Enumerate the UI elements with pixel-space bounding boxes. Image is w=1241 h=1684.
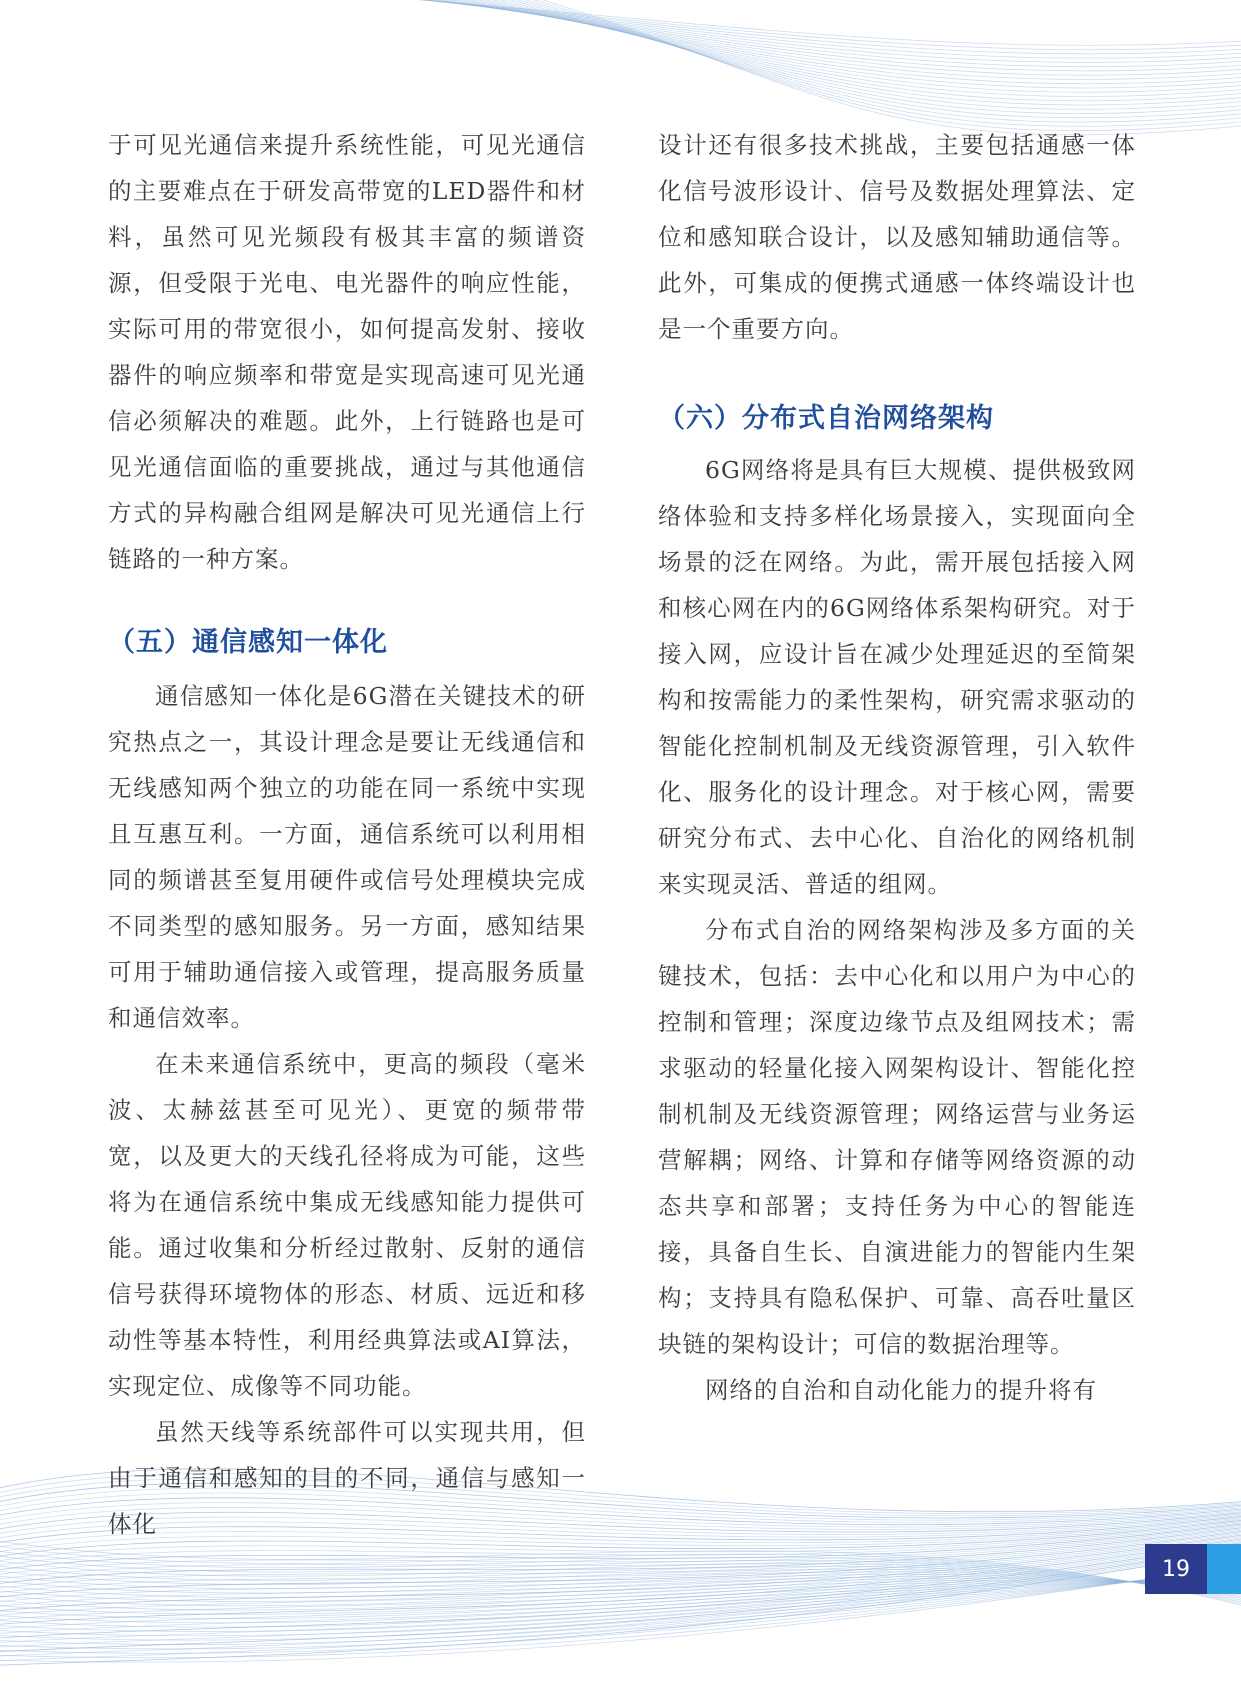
paragraph-isac-challenges-cont: 设计还有很多技术挑战，主要包括通感一体化信号波形设计、信号及数据处理算法、定位和感知联合设计，以及感知辅助通信等。此外，可集成的便携式通感一体终端设计也是一个重要方向。 [658, 131, 1136, 343]
paragraph-network-intro: 6G网络将是具有巨大规模、提供极致网络体验和支持多样化场景接入，实现面向全场景的泛在网络。为此，需开展包括接入网和核心网在内的6G网络体系架构研究。对于接入网，应设计旨在减少处理延迟的至简架构和按需能力的柔性架构，研究需求驱动的智能化控制机制及无线资源管理，引入软件化、服务化的设计理念。对于核心网，需要研究分布式、去中心化、自治化的网络机制来实现灵活、普适的组网。 [658, 456, 1136, 898]
section-heading-6: （六）分布式自治网络架构 [658, 403, 994, 434]
section-heading-5: （五）通信感知一体化 [108, 627, 388, 658]
paragraph-isac-intro: 通信感知一体化是6G潜在关键技术的研究热点之一，其设计理念是要让无线通信和无线感知两个独立的功能在同一系统中实现且互惠互利。一方面，通信系统可以利用相同的频谱甚至复用硬件或信号处理模块完成不同类型的感知服务。另一方面，感知结果可用于辅助通信接入或管理，提高服务质量和通信效率。 [108, 682, 586, 1032]
right-column [658, 122, 1136, 1413]
wave-line [310, 0, 1241, 50]
paragraph-network-autonomy: 网络的自治和自动化能力的提升将有 [705, 1376, 1097, 1404]
paragraph-isac-challenges: 虽然天线等系统部件可以实现共用，但由于通信和感知的目的不同，通信与感知一体化 [108, 1418, 586, 1538]
wave-line [370, 0, 1241, 75]
page-edge-tab [1207, 1544, 1241, 1594]
paragraph-visible-light-end: 于可见光通信来提升系统性能，可见光通信的主要难点在于研发高带宽的LED器件和材料，虽然可见光频段有极其丰富的频谱资源，但受限于光电、电光器件的响应性能，实际可用的带宽很小，如何提高发射、接收器件的响应频率和带宽是实现高速可见光通信必须解决的难题。此外，上行链路也是可见光通信面临的重要挑战，通过与其他通信方式的异构融合组网是解决可见光通信上行链路的一种方案。 [108, 131, 586, 573]
paragraph-network-tech: 分布式自治的网络架构涉及多方面的关键技术，包括：去中心化和以用户为中心的控制和管理；深度边缘节点及组网技术；需求驱动的轻量化接入网架构设计、智能化控制机制及无线资源管理；网络运营与业务运营解耦；网络、计算和存储等网络资源的动态共享和部署；支持任务为中心的智能连接，具备自生长、自演进能力的智能内生架构；支持具有隐私保护、可靠、高吞吐量区块链的架构设计；可信的数据治理等。 [658, 916, 1136, 1358]
wave-line [410, 0, 1241, 92]
wave-line [390, 0, 1241, 84]
paragraph-isac-future: 在未来通信系统中，更高的频段（毫米波、太赫兹甚至可见光）、更宽的频带带宽，以及更大的天线孔径将成为可能，这些将为在通信系统中集成无线感知能力提供可能。通过收集和分析经过散射、反射的通信信号获得环境物体的形态、材质、远近和移动性等基本特性，利用经典算法或AI算法，实现定位、成像等不同功能。 [108, 1050, 586, 1400]
wave-line [300, 0, 1241, 45]
wave-line [320, 0, 1241, 54]
page-number: 19 [1162, 1556, 1190, 1582]
page-number-badge [1145, 1544, 1207, 1594]
left-column [108, 122, 586, 1547]
